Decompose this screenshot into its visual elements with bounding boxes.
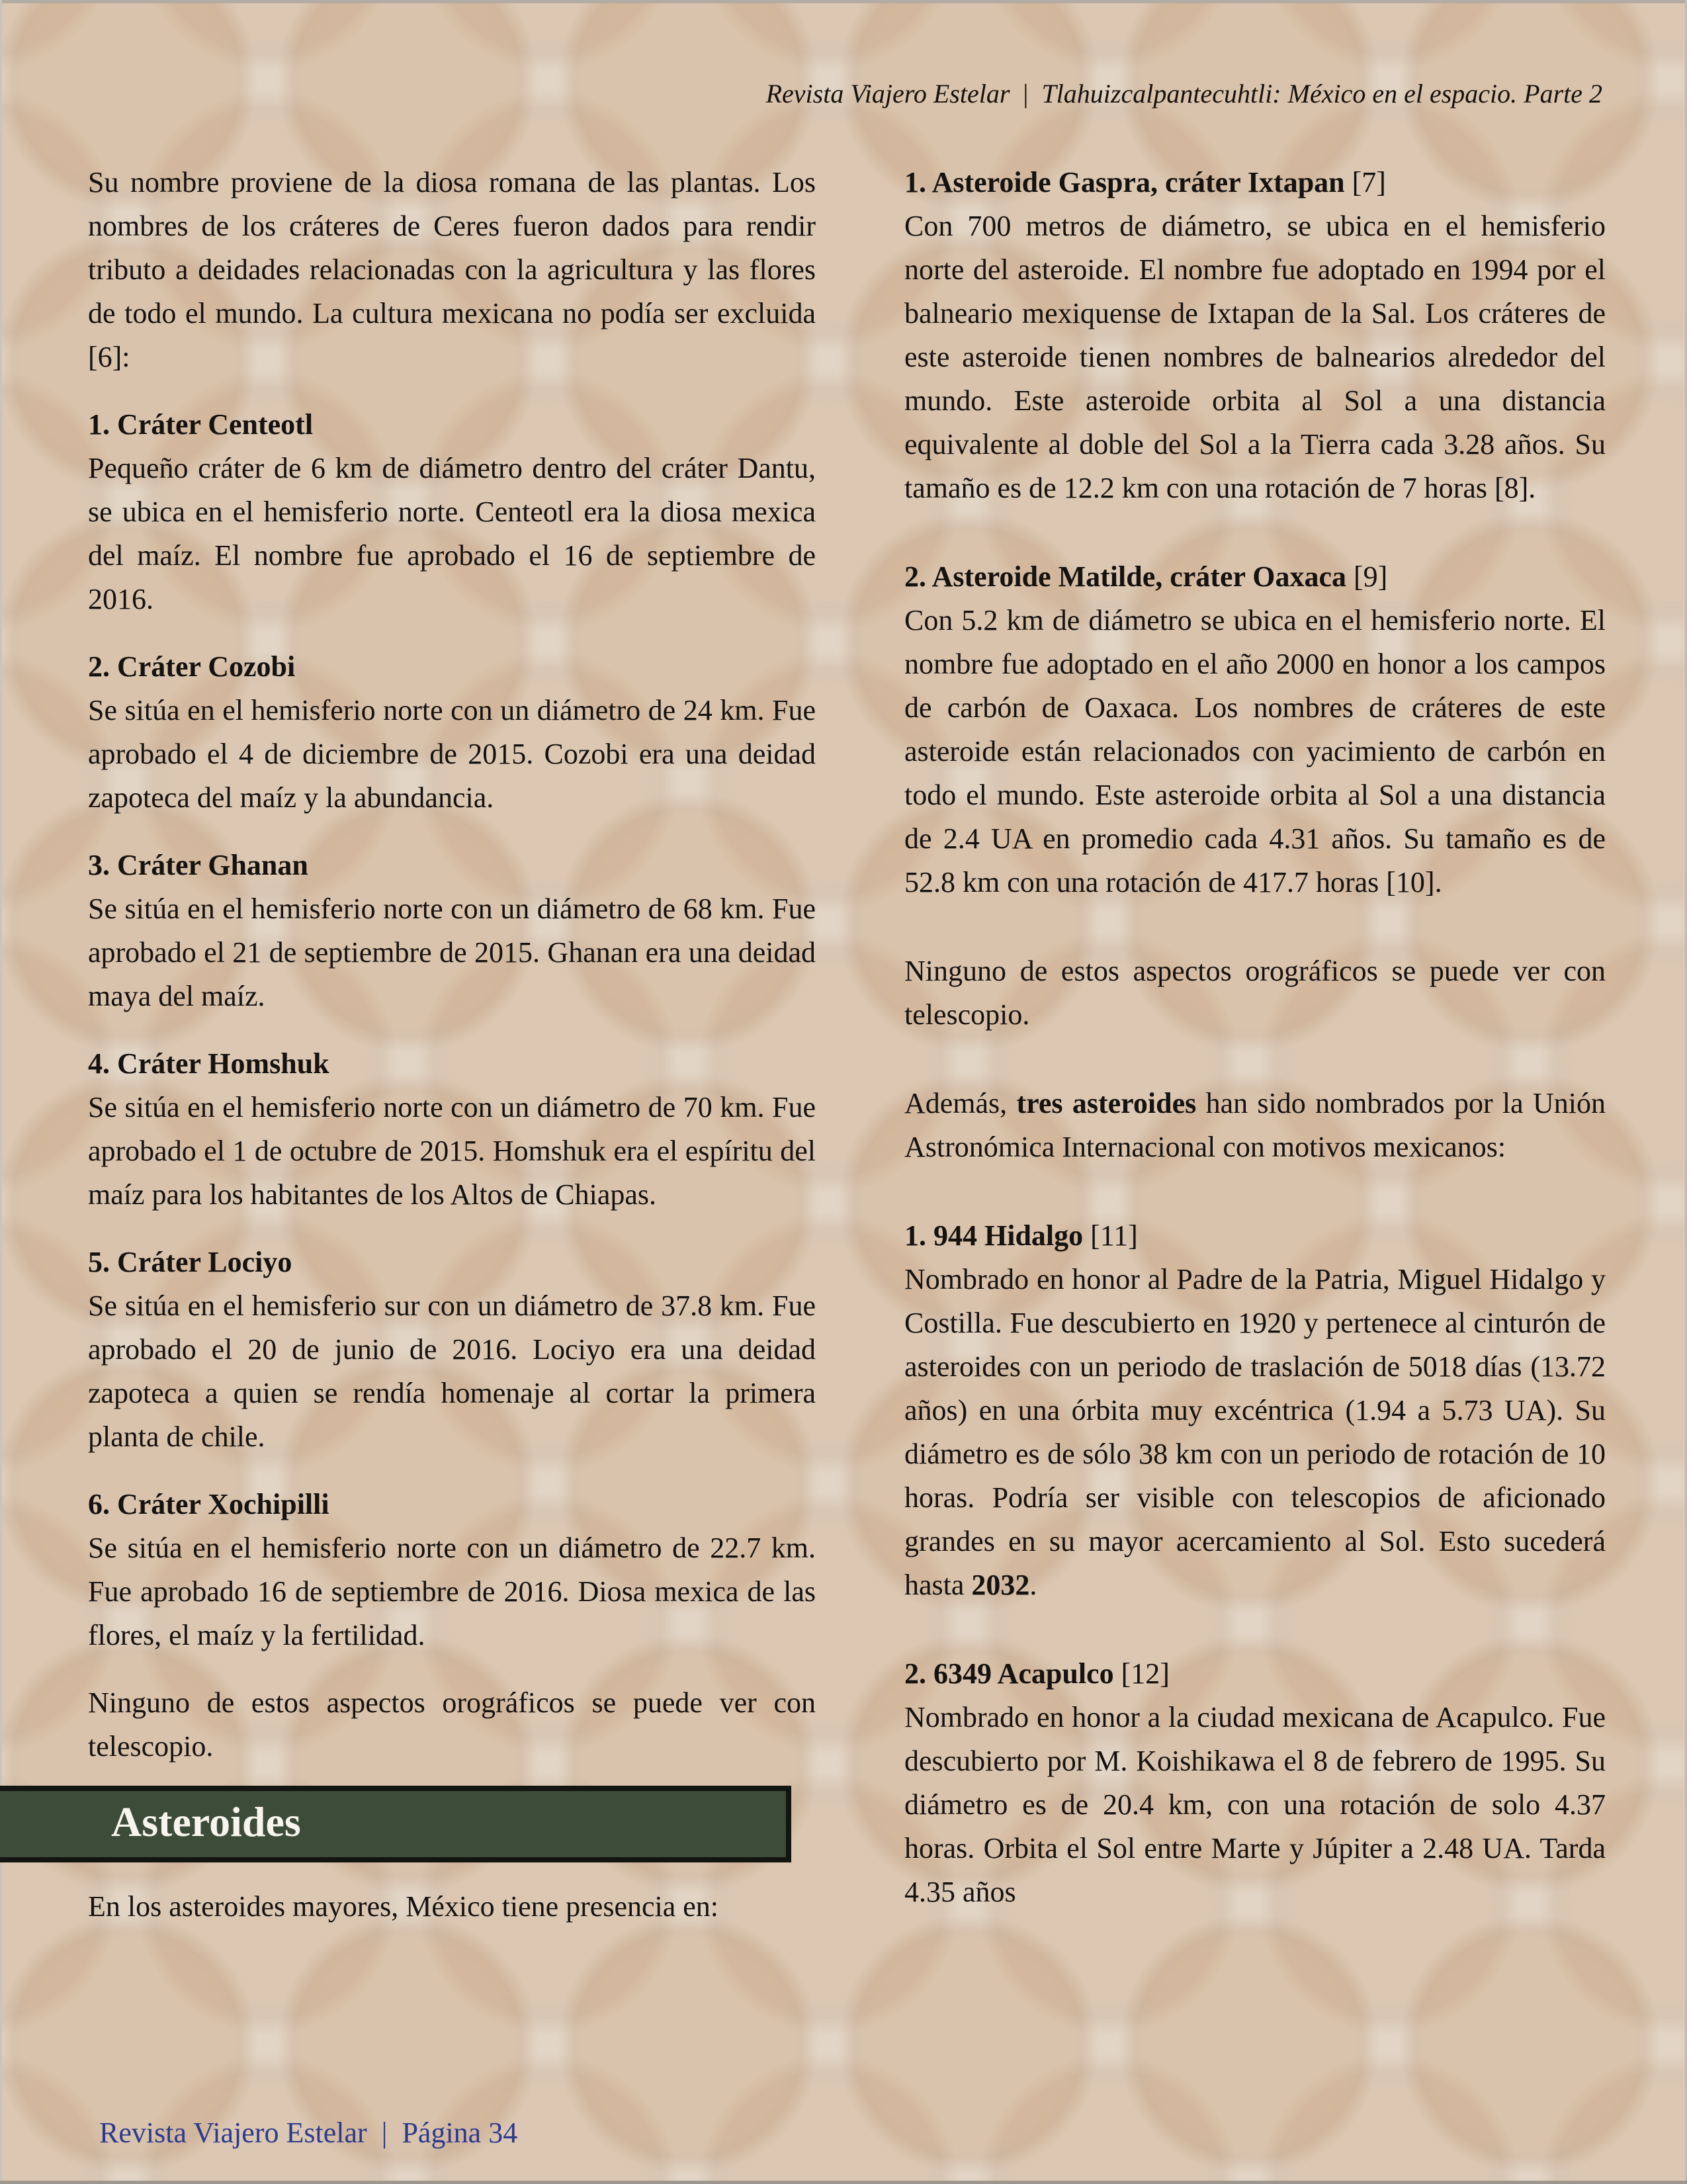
left-column [88,161,816,1929]
crater-section-ghanan [88,844,816,1018]
crater-heading: 2. Cráter Cozobi [88,650,296,683]
after-banner-paragraph: En los asteroides mayores, México tiene presencia en: [88,1890,719,1923]
section-heading [904,1652,1606,1696]
crater-heading: 3. Cráter Ghanan [88,849,308,881]
section-heading-ref: [11] [1083,1219,1138,1252]
section-body [904,1696,1606,1914]
telescope-note-right: Ninguno de estos aspectos orográficos se puede ver con telescopio. [904,955,1606,1031]
ademas-bold: tres asteroides [1016,1087,1197,1119]
asteroid-section-hidalgo [904,1214,1606,1607]
crater-body: Se sitúa en el hemisferio norte con un diámetro de 70 km. Fue aprobado el 1 de octubre de 2015. Homshuk era el espíritu del maíz para los habitantes de los Altos de Chiapas. [88,1091,816,1211]
section-body-bold: 2032 [971,1569,1030,1601]
asteroides-section-banner [0,1786,791,1862]
crater-section-lociyo [88,1241,816,1459]
crater-section-xochipilli [88,1483,816,1657]
ademas-post: han sido nombrados por la Unión Astronómica Internacional con motivos mexicanos: [904,1087,1606,1163]
section-heading [904,1214,1606,1258]
section-body-pre: Nombrado en honor a la ciudad mexicana de Acapulco. Fue descubierto por M. Koishikawa el 8 de febrero de 1995. Su diámetro es de 20.4 km, con una rotación de solo 4.37 horas. Orbita el Sol entre Marte y Júpiter a 2.48 UA. Tarda 4.35 años [904,1701,1606,1908]
section-body: Con 700 metros de diámetro, se ubica en el hemisferio norte del asteroide. El nombre fue adoptado en 1994 por el balneario mexiquense de Ixtapan de la Sal. Los cráteres de este asteroide tienen nombres de balnearios alrededor del mundo. Este asteroide orbita al Sol a una distancia equivalente al doble del Sol a la Tierra cada 3.28 años. Su tamaño es de 12.2 km con una rotación de 7 horas [8]. [904,210,1606,504]
banner-title: Asteroides [111,1798,301,1845]
asteroid-section-gaspra [904,161,1606,510]
intro-paragraph: Su nombre proviene de la diosa romana de las plantas. Los nombres de los cráteres de Ceres fueron dados para rendir tributo a deidades relacionadas con la agricultura y las flores de todo el mundo. La cultura mexicana no podía ser excluida [6]: [88,166,816,373]
crater-body: Se sitúa en el hemisferio norte con un diámetro de 24 km. Fue aprobado el 4 de diciembre de 2015. Cozobi era una deidad zapoteca del maíz y la abundancia. [88,694,816,814]
section-heading-ref: [9] [1346,560,1388,593]
section-heading-ref: [12] [1113,1657,1170,1690]
crater-section-cozobi [88,645,816,820]
footer-magazine-name: Revista Viajero Estelar [99,2117,367,2149]
right-column [904,161,1606,1914]
section-body [904,1258,1606,1607]
asteroid-section-matilde [904,555,1606,904]
page-edge-top [0,0,1687,3]
footer-page-number: Página 34 [402,2117,518,2149]
crater-body: Se sitúa en el hemisferio sur con un diámetro de 37.8 km. Fue aprobado el 20 de junio de 2016. Lociyo era una deidad zapoteca a quien se rendía homenaje al cortar la primera planta de chile. [88,1289,816,1453]
header-separator: | [1023,79,1029,109]
section-body-pre: Nombrado en honor al Padre de la Patria, Miguel Hidalgo y Costilla. Fue descubierto en 1920 y pertenece al cinturón de asteroides con un periodo de traslación de 5018 días (13.72 años) en una órbita muy excéntrica (1.94 a 5.73 UA). Su diámetro es de sólo 38 km con un periodo de rotación de 10 horas. Podría ser visible con telescopios de aficionado grandes en su mayor acercamiento al Sol. Esto sucederá hasta [904,1263,1606,1601]
crater-body: Se sitúa en el hemisferio norte con un diámetro de 22.7 km. Fue aprobado 16 de septiembre de 2016. Diosa mexica de las flores, el maíz y la fertilidad. [88,1532,816,1651]
running-header [766,77,1602,111]
section-heading-text: 1. Asteroide Gaspra, cráter Ixtapan [904,166,1345,198]
page-footer [99,2115,517,2152]
section-body-post: . [1029,1569,1037,1601]
crater-section-centeotl [88,403,816,621]
section-heading-text: 2. Asteroide Matilde, cráter Oaxaca [904,560,1346,593]
ademas-paragraph [904,1082,1606,1169]
telescope-note-left: Ninguno de estos aspectos orográficos se puede ver con telescopio. [88,1686,816,1763]
asteroid-section-acapulco [904,1652,1606,1914]
crater-heading: 4. Cráter Homshuk [88,1047,329,1080]
page-edge-bottom [0,2181,1687,2184]
section-heading-text: 2. 6349 Acapulco [904,1657,1114,1690]
header-article-title: Tlahuizcalpantecuhtli: México en el espacio. Parte 2 [1041,79,1602,109]
crater-body: Pequeño cráter de 6 km de diámetro dentro del cráter Dantu, se ubica en el hemisferio norte. Centeotl era la diosa mexica del maíz. El nombre fue aprobado el 16 de septiembre de 2016. [88,452,816,615]
ademas-pre: Además, [904,1087,1017,1119]
crater-heading: 6. Cráter Xochipilli [88,1488,329,1520]
section-heading [904,555,1606,599]
crater-section-homshuk [88,1042,816,1217]
section-heading-text: 1. 944 Hidalgo [904,1219,1084,1252]
section-heading [904,161,1606,204]
section-body: Con 5.2 km de diámetro se ubica en el hemisferio norte. El nombre fue adoptado en el año 2000 en honor a los campos de carbón de Oaxaca. Los nombres de cráteres de este asteroide están relacionados con yacimiento de carbón en todo el mundo. Este asteroide orbita al Sol a una distancia de 2.4 UA en promedio cada 4.31 años. Su tamaño es de 52.8 km con una rotación de 417.7 horas [10]. [904,604,1606,898]
section-heading-ref: [7] [1344,166,1386,198]
footer-separator: | [381,2117,388,2149]
crater-heading: 5. Cráter Lociyo [88,1246,292,1278]
header-magazine-name: Revista Viajero Estelar [765,79,1010,109]
crater-body: Se sitúa en el hemisferio norte con un diámetro de 68 km. Fue aprobado el 21 de septiembre de 2015. Ghanan era una deidad maya del maíz. [88,893,816,1012]
crater-heading: 1. Cráter Centeotl [88,408,314,441]
